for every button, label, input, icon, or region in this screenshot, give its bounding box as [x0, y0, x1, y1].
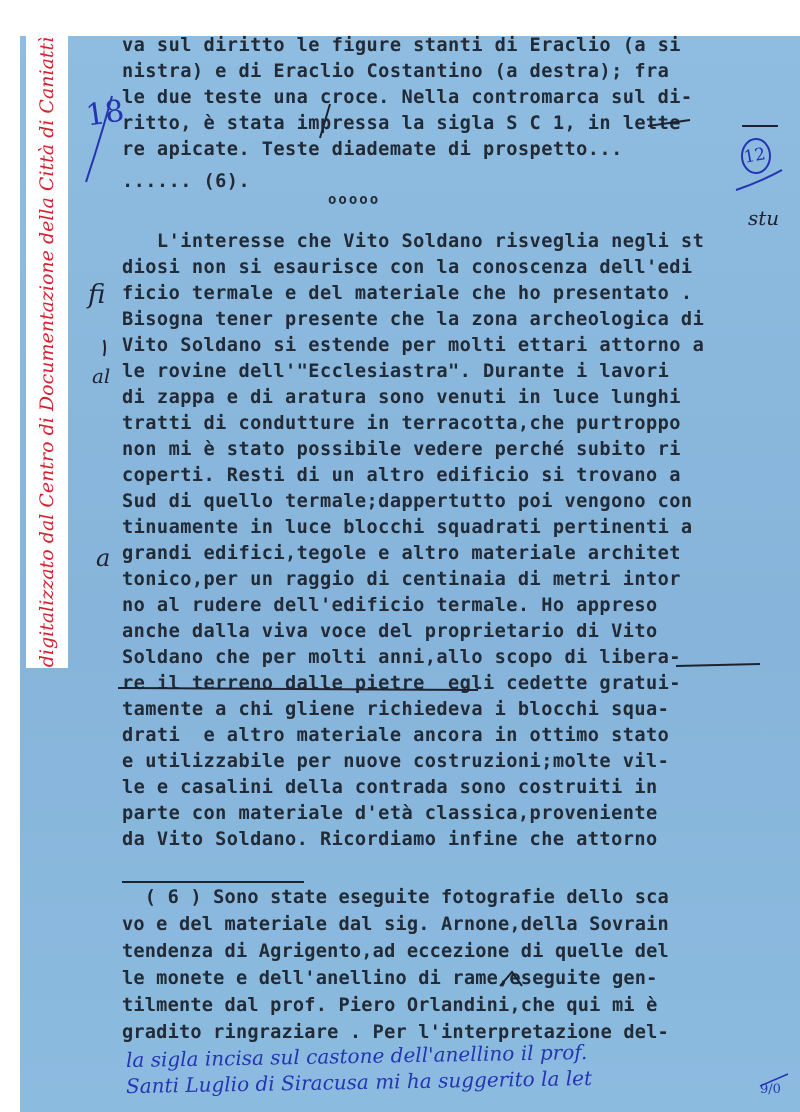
body-line: coperti. Resti di un altro edificio si trovano a — [122, 465, 681, 486]
section-separator: ooooo — [328, 192, 381, 208]
body-line: ritto, è stata impressa la sigla S C 1, in lette — [122, 113, 681, 134]
body-line: tratti di condutture in terracotta,che purtroppo — [122, 413, 681, 434]
body-line: ...... (6). — [122, 171, 251, 192]
footnote-line: le monete e dell'anellino di rame,eseguite gen- — [122, 968, 658, 989]
body-line: grandi edifici,tegole e altro materiale architet — [122, 543, 681, 564]
body-line: no al rudere dell'edificio termale. Ho appreso — [122, 595, 658, 616]
footnote-line: vo e del materiale dal sig. Arnone,della Sovrain — [122, 914, 669, 935]
body-line: di zappa e di aratura sono venuti in luce lunghi — [122, 387, 681, 408]
body-line: diosi non si esaurisce con la conoscenza dell'edi — [122, 257, 693, 278]
handwritten-stamp-number: 12 — [742, 144, 768, 168]
body-line: non mi è stato possibile vedere perché subito ri — [122, 439, 681, 460]
handwritten-margin-note: al — [92, 364, 111, 388]
footnote-line: gradito ringraziare . Per l'interpretazione del- — [122, 1022, 669, 1043]
footnote-line: tilmente dal prof. Piero Orlandini,che qui mi è — [122, 995, 658, 1016]
handwritten-margin-note: a — [96, 544, 111, 572]
body-line: da Vito Soldano. Ricordiamo infine che attorno — [122, 829, 658, 850]
body-line: L'interesse che Vito Soldano risveglia negli st — [122, 231, 705, 252]
body-line: drati e altro materiale ancora in ottimo stato — [122, 725, 670, 746]
body-line: va sul diritto le figure stanti di Eraclio (a si — [122, 35, 681, 56]
body-line: parte con materiale d'età classica,proveniente — [122, 803, 658, 824]
body-line: tamente a chi gliene richiedeva i blocchi squa- — [122, 699, 670, 720]
body-line: Sud di quello termale;dappertutto poi vengono con — [122, 491, 693, 512]
body-line: re il terreno dalle pietre egli cedette gratui- — [122, 673, 681, 694]
handwritten-footnote-line: Santi Luglio di Siracusa mi ha suggerito la let — [125, 1065, 593, 1099]
body-line: Soldano che per molti anni,allo scopo di libera- — [122, 647, 681, 668]
body-line: le due teste una croce. Nella contromarca sul di- — [122, 87, 693, 108]
handwritten-footnote-end: 9/0 — [760, 1082, 781, 1097]
handwritten-footnote-line: la sigla incisa sul castone dell'anellino il prof. — [125, 1039, 588, 1073]
body-line: re apicate. Teste diademate di prospetto... — [122, 139, 623, 160]
body-line: Bisogna tener presente che la zona archeologica di — [122, 309, 705, 330]
handwritten-margin-note: stu — [748, 206, 780, 230]
body-line: nistra) e di Eraclio Costantino (a destra); fra — [122, 61, 670, 82]
body-line: le rovine dell'"Ecclesiastra". Durante i lavori — [122, 361, 670, 382]
handwritten-margin-note: fi — [88, 280, 106, 310]
body-line: Vito Soldano si estende per molti ettari attorno a — [122, 335, 705, 356]
body-line: tonico,per un raggio di centinaia di metri intor — [122, 569, 681, 590]
body-line: tinuamente in luce blocchi squadrati pertinenti a — [122, 517, 693, 538]
watermark-text: digitalizzato dal Centro di Documentazione della Città di Caniattì — [36, 36, 58, 668]
footnote-rule — [122, 881, 304, 883]
body-line: ficio termale e del materiale che ho presentato . — [122, 283, 693, 304]
footnote-line: ( 6 ) Sono state eseguite fotografie dello sca — [122, 887, 669, 908]
body-line: le e casalini della contrada sono costruiti in — [122, 777, 658, 798]
footnote-line: tendenza di Agrigento,ad eccezione di quelle del — [122, 941, 669, 962]
handwritten-page-number: 18 — [83, 93, 127, 134]
body-line: e utilizzabile per nuove costruzioni;molte vil- — [122, 751, 670, 772]
body-line: anche dalla viva voce del proprietario di Vito — [122, 621, 658, 642]
